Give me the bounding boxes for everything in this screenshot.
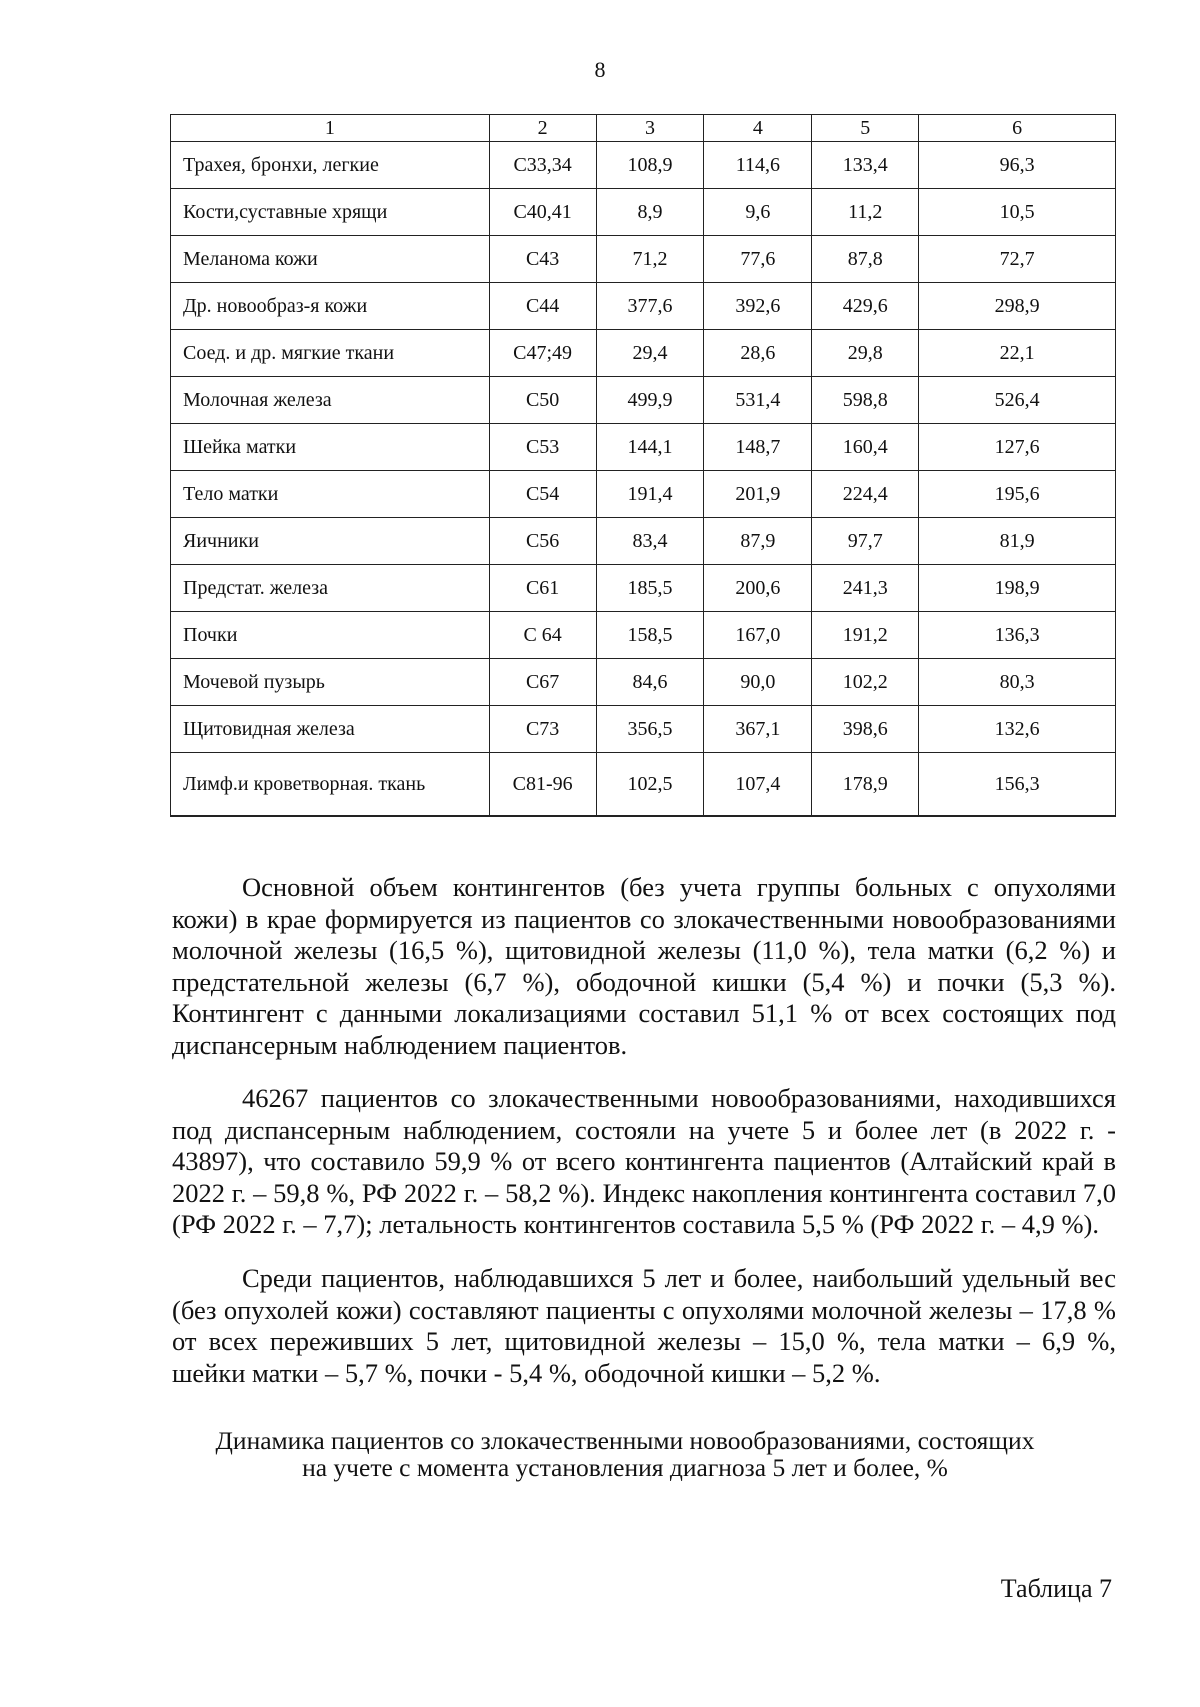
table-cell: 10,5	[919, 189, 1116, 236]
table-cell: 144,1	[596, 424, 704, 471]
table-cell: 108,9	[596, 142, 704, 189]
table-cell: 132,6	[919, 706, 1116, 753]
table-cell: 531,4	[704, 377, 812, 424]
table-cell: С56	[489, 518, 596, 565]
table-cell-localization: Шейка матки	[171, 424, 490, 471]
caption-line-1: Динамика пациентов со злокачественными новообразованиями, состоящих	[215, 1426, 1035, 1455]
table-cell: 127,6	[919, 424, 1116, 471]
table-row	[171, 330, 1116, 377]
table-cell: 9,6	[704, 189, 812, 236]
table-cell: 200,6	[704, 565, 812, 612]
table-cell: С43	[489, 236, 596, 283]
table-cell: С61	[489, 565, 596, 612]
table-cell-localization: Мочевой пузырь	[171, 659, 490, 706]
data-table	[170, 114, 1116, 817]
paragraph-3-text: Среди пациентов, наблюдавшихся 5 лет и более, наибольший удельный вес (без опухолей кожи) составляют пациенты с опухолями молочной железы – 17,8 % от всех переживших 5 лет, щитовидной железы – 15,0 %, тела матки – 6,9 %, шейки матки – 5,7 %, почки - 5,4 %, ободочной кишки – 5,2 %.	[172, 1263, 1116, 1388]
table-label: Таблица 7	[1000, 1574, 1112, 1603]
table-row	[171, 659, 1116, 706]
table-cell: С54	[489, 471, 596, 518]
table-header-cell: 5	[812, 115, 919, 142]
table-cell: 158,5	[596, 612, 704, 659]
table-cell: 87,8	[812, 236, 919, 283]
table-cell: 96,3	[919, 142, 1116, 189]
table-cell: 191,4	[596, 471, 704, 518]
table-cell: 84,6	[596, 659, 704, 706]
table-cell: 8,9	[596, 189, 704, 236]
table-cell-localization: Молочная железа	[171, 377, 490, 424]
table-row	[171, 424, 1116, 471]
table-cell: 598,8	[812, 377, 919, 424]
table-row	[171, 518, 1116, 565]
table-cell: 11,2	[812, 189, 919, 236]
table-row	[171, 377, 1116, 424]
table-row	[171, 142, 1116, 189]
table-cell: 29,8	[812, 330, 919, 377]
table-cell-localization: Кости,суставные хрящи	[171, 189, 490, 236]
table-cell: С81-96	[489, 753, 596, 817]
table-cell: 526,4	[919, 377, 1116, 424]
table-cell: 81,9	[919, 518, 1116, 565]
table-cell: 191,2	[812, 612, 919, 659]
table-header-cell: 3	[596, 115, 704, 142]
table-cell: 80,3	[919, 659, 1116, 706]
table-row	[171, 189, 1116, 236]
table-cell: С 64	[489, 612, 596, 659]
table-cell: 298,9	[919, 283, 1116, 330]
table-cell: 156,3	[919, 753, 1116, 817]
table-cell: 72,7	[919, 236, 1116, 283]
table-cell: 97,7	[812, 518, 919, 565]
table-row	[171, 706, 1116, 753]
table-cell: С73	[489, 706, 596, 753]
table-cell: 429,6	[812, 283, 919, 330]
table-cell: 241,3	[812, 565, 919, 612]
table-cell-localization: Трахея, бронхи, легкие	[171, 142, 490, 189]
table-cell: 29,4	[596, 330, 704, 377]
table-cell: 77,6	[704, 236, 812, 283]
table-cell-localization: Почки	[171, 612, 490, 659]
table-cell: 392,6	[704, 283, 812, 330]
table-cell: 224,4	[812, 471, 919, 518]
paragraph-1-text: Основной объем контингентов (без учета группы больных с опухолями кожи) в крае формируется из пациентов со злокачественными новообразованиями молочной железы (16,5 %), щитовидной железы (11,0 %), тела матки (6,2 %) и предстательной железы (6,7 %), ободочной кишки (5,4 %) и почки (5,3 %). Контингент с данными локализациями составил 51,1 % от всех состоящих под диспансерным наблюдением пациентов.	[172, 872, 1116, 1060]
table-cell: С33,34	[489, 142, 596, 189]
table-header-cell: 4	[704, 115, 812, 142]
table-cell-localization: Меланома кожи	[171, 236, 490, 283]
table-cell: 167,0	[704, 612, 812, 659]
table-cell: 71,2	[596, 236, 704, 283]
table-cell: 136,3	[919, 612, 1116, 659]
table-cell: 377,6	[596, 283, 704, 330]
table-cell: 28,6	[704, 330, 812, 377]
page-number: 8	[594, 57, 606, 82]
table-cell: 90,0	[704, 659, 812, 706]
table-cell-localization: Соед. и др. мягкие ткани	[171, 330, 490, 377]
table-cell-localization: Др. новообраз-я кожи	[171, 283, 490, 330]
table-caption	[150, 1427, 1100, 1481]
table-cell: 160,4	[812, 424, 919, 471]
table-cell: 195,6	[919, 471, 1116, 518]
table-cell: С53	[489, 424, 596, 471]
table-cell: 87,9	[704, 518, 812, 565]
table-cell: 367,1	[704, 706, 812, 753]
table-cell-localization: Щитовидная железа	[171, 706, 490, 753]
table-header-cell: 2	[489, 115, 596, 142]
table-cell: 102,2	[812, 659, 919, 706]
table-cell: 102,5	[596, 753, 704, 817]
table-row	[171, 283, 1116, 330]
table-row	[171, 612, 1116, 659]
table-cell: 133,4	[812, 142, 919, 189]
table-cell: 201,9	[704, 471, 812, 518]
table-row	[171, 236, 1116, 283]
table-cell: С50	[489, 377, 596, 424]
table-cell-localization: Тело матки	[171, 471, 490, 518]
table-header-cell: 1	[171, 115, 490, 142]
table-cell: 198,9	[919, 565, 1116, 612]
paragraph-2	[172, 1083, 1116, 1241]
table-cell-localization: Предстат. железа	[171, 565, 490, 612]
table-cell: С47;49	[489, 330, 596, 377]
table-header-row	[171, 115, 1116, 142]
table-cell: 148,7	[704, 424, 812, 471]
table-cell-localization: Лимф.и кроветворная. ткань	[171, 753, 490, 817]
table-row	[171, 565, 1116, 612]
table-cell: 398,6	[812, 706, 919, 753]
caption-line-2: на учете с момента установления диагноза 5 лет и более, %	[302, 1453, 948, 1482]
table-cell: 22,1	[919, 330, 1116, 377]
table-cell: 499,9	[596, 377, 704, 424]
table-cell: С67	[489, 659, 596, 706]
table-cell: С40,41	[489, 189, 596, 236]
table-cell: 83,4	[596, 518, 704, 565]
paragraph-3	[172, 1263, 1116, 1389]
table-cell: 114,6	[704, 142, 812, 189]
table-cell: 107,4	[704, 753, 812, 817]
table-header-cell: 6	[919, 115, 1116, 142]
table-cell: 178,9	[812, 753, 919, 817]
table-row	[171, 471, 1116, 518]
table-cell: 356,5	[596, 706, 704, 753]
paragraph-2-text: 46267 пациентов со злокачественными новообразованиями, находившихся под диспансерным наблюдением, состояли на учете 5 и более лет (в 2022 г. - 43897), что составило 59,9 % от всего контингента пациентов (Алтайский край в 2022 г. – 59,8 %, РФ 2022 г. – 58,2 %). Индекс накопления контингента составил 7,0 (РФ 2022 г. – 7,7); летальность контингентов составила 5,5 % (РФ 2022 г. – 4,9 %).	[172, 1083, 1116, 1240]
table-cell: С44	[489, 283, 596, 330]
table-cell: 185,5	[596, 565, 704, 612]
table-row	[171, 753, 1116, 817]
table-cell-localization: Яичники	[171, 518, 490, 565]
paragraph-1	[172, 872, 1116, 1062]
